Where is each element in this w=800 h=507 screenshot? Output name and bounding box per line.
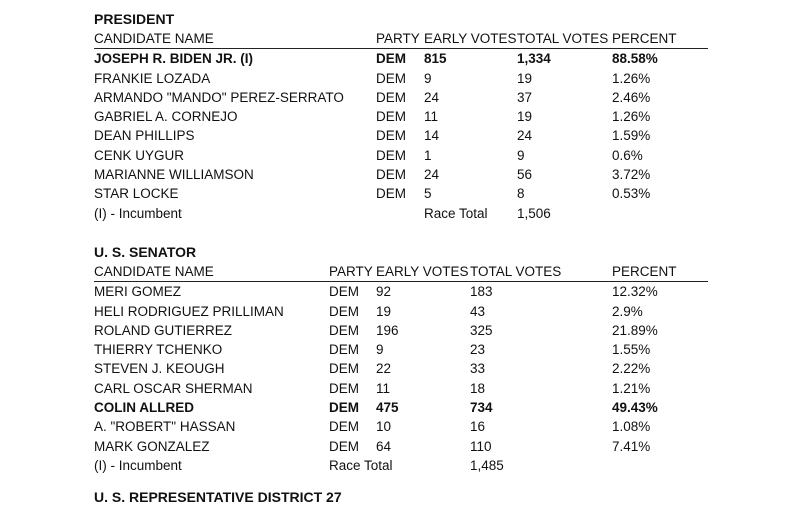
percent: 1.59% bbox=[612, 128, 651, 144]
early-votes: 9 bbox=[376, 342, 384, 358]
early-votes: 815 bbox=[424, 51, 447, 67]
percent: 2.9% bbox=[612, 303, 643, 319]
total-votes: 1,334 bbox=[517, 51, 551, 67]
candidate-name: STEVEN J. KEOUGH bbox=[94, 361, 225, 377]
incumbent-note: (I) - Incumbent bbox=[94, 457, 182, 473]
representative-section bbox=[94, 488, 708, 507]
total-votes: 183 bbox=[470, 284, 493, 300]
early-votes: 475 bbox=[376, 400, 399, 416]
table-row bbox=[94, 340, 708, 359]
table-row bbox=[94, 437, 708, 456]
party: DEM bbox=[376, 89, 406, 105]
candidate-name: MARIANNE WILLIAMSON bbox=[94, 167, 254, 183]
table-header bbox=[94, 29, 708, 49]
candidate-name: ARMANDO "MANDO" PEREZ-SERRATO bbox=[94, 89, 344, 105]
header-percent: PERCENT bbox=[612, 31, 677, 46]
senator-section bbox=[94, 243, 708, 475]
party: DEM bbox=[376, 186, 406, 202]
table-row bbox=[94, 321, 708, 340]
total-votes: 734 bbox=[470, 400, 493, 416]
early-votes: 14 bbox=[424, 128, 440, 144]
table-row bbox=[94, 302, 708, 321]
percent: 0.53% bbox=[612, 186, 651, 202]
race-total-value: 1,485 bbox=[470, 457, 504, 473]
table-row bbox=[94, 379, 708, 398]
early-votes: 24 bbox=[424, 89, 440, 105]
candidate-name: COLIN ALLRED bbox=[94, 400, 194, 416]
percent: 3.72% bbox=[612, 167, 651, 183]
early-votes: 22 bbox=[376, 361, 392, 377]
percent: 1.26% bbox=[612, 70, 651, 86]
percent: 12.32% bbox=[612, 284, 658, 300]
early-votes: 10 bbox=[376, 419, 392, 435]
party: DEM bbox=[376, 109, 406, 125]
party: DEM bbox=[329, 303, 359, 319]
header-candidate-name: CANDIDATE NAME bbox=[94, 264, 214, 279]
percent: 1.21% bbox=[612, 380, 651, 396]
percent: 0.6% bbox=[612, 147, 643, 163]
early-votes: 92 bbox=[376, 284, 392, 300]
early-votes: 196 bbox=[376, 322, 399, 338]
candidate-name: MARK GONZALEZ bbox=[94, 438, 210, 454]
candidate-name: CENK UYGUR bbox=[94, 147, 185, 163]
section-title: U. S. SENATOR bbox=[94, 244, 197, 260]
incumbent-note: (I) - Incumbent bbox=[94, 205, 182, 221]
candidate-name: CARL OSCAR SHERMAN bbox=[94, 380, 253, 396]
header-candidate-name: CANDIDATE NAME bbox=[94, 31, 214, 46]
candidate-name: ROLAND GUTIERREZ bbox=[94, 322, 233, 338]
total-votes: 19 bbox=[517, 70, 533, 86]
header-early-votes: EARLY VOTES bbox=[424, 31, 517, 46]
total-votes: 325 bbox=[470, 322, 493, 338]
candidate-name: HELI RODRIGUEZ PRILLIMAN bbox=[94, 303, 284, 319]
total-votes: 33 bbox=[470, 361, 486, 377]
total-votes: 37 bbox=[517, 89, 533, 105]
percent: 1.08% bbox=[612, 419, 651, 435]
table-row bbox=[94, 417, 708, 436]
table-row bbox=[94, 398, 708, 417]
total-votes: 19 bbox=[517, 109, 533, 125]
early-votes: 19 bbox=[376, 303, 392, 319]
early-votes: 5 bbox=[424, 186, 432, 202]
early-votes: 11 bbox=[376, 380, 391, 396]
candidate-name: DEAN PHILLIPS bbox=[94, 128, 195, 144]
early-votes: 24 bbox=[424, 167, 440, 183]
party: DEM bbox=[329, 322, 359, 338]
party: DEM bbox=[329, 438, 359, 454]
percent: 1.26% bbox=[612, 109, 651, 125]
candidate-name: THIERRY TCHENKO bbox=[94, 342, 223, 358]
percent: 7.41% bbox=[612, 438, 651, 454]
table-row bbox=[94, 146, 708, 165]
table-header bbox=[94, 262, 708, 282]
total-votes: 56 bbox=[517, 167, 533, 183]
party: DEM bbox=[376, 70, 406, 86]
total-votes: 110 bbox=[470, 438, 492, 454]
table-row bbox=[94, 88, 708, 107]
early-votes: 64 bbox=[376, 438, 392, 454]
percent: 2.22% bbox=[612, 361, 651, 377]
section-title: U. S. REPRESENTATIVE DISTRICT 27 bbox=[94, 489, 342, 505]
percent: 21.89% bbox=[612, 322, 658, 338]
party: DEM bbox=[329, 419, 359, 435]
table-row bbox=[94, 184, 708, 203]
candidate-name: JOSEPH R. BIDEN JR. (I) bbox=[94, 51, 254, 67]
candidate-name: MERI GOMEZ bbox=[94, 284, 181, 300]
race-total-label: Race Total bbox=[329, 457, 393, 473]
party: DEM bbox=[329, 380, 359, 396]
percent: 2.46% bbox=[612, 89, 651, 105]
candidate-name: A. "ROBERT" HASSAN bbox=[94, 419, 236, 435]
table-row bbox=[94, 49, 708, 68]
table-row bbox=[94, 282, 708, 301]
total-votes: 24 bbox=[517, 128, 533, 144]
section-title: PRESIDENT bbox=[94, 11, 175, 27]
party: DEM bbox=[329, 361, 359, 377]
total-votes: 9 bbox=[517, 147, 525, 163]
party: DEM bbox=[376, 51, 406, 67]
total-votes: 8 bbox=[517, 186, 525, 202]
early-votes: 9 bbox=[424, 70, 432, 86]
party: DEM bbox=[329, 342, 359, 358]
header-total-votes: TOTAL VOTES bbox=[517, 31, 609, 46]
total-votes: 23 bbox=[470, 342, 486, 358]
table-row bbox=[94, 126, 708, 145]
party: DEM bbox=[376, 167, 406, 183]
percent: 1.55% bbox=[612, 342, 651, 358]
party: DEM bbox=[329, 284, 359, 300]
candidate-name: GABRIEL A. CORNEJO bbox=[94, 109, 238, 125]
early-votes: 11 bbox=[424, 109, 439, 125]
table-row bbox=[94, 359, 708, 378]
header-party: PARTY bbox=[329, 264, 373, 279]
party: DEM bbox=[376, 147, 406, 163]
candidate-name: FRANKIE LOZADA bbox=[94, 70, 211, 86]
candidate-name: STAR LOCKE bbox=[94, 186, 179, 202]
total-votes: 16 bbox=[470, 419, 486, 435]
header-early-votes: EARLY VOTES bbox=[376, 264, 469, 279]
early-votes: 1 bbox=[424, 147, 432, 163]
senator-rows bbox=[94, 282, 708, 456]
header-party: PARTY bbox=[376, 31, 420, 46]
party: DEM bbox=[329, 400, 359, 416]
party: DEM bbox=[376, 128, 406, 144]
table-row bbox=[94, 107, 708, 126]
table-row bbox=[94, 69, 708, 88]
total-votes: 43 bbox=[470, 303, 486, 319]
race-total-value: 1,506 bbox=[517, 205, 551, 221]
president-rows bbox=[94, 49, 708, 203]
percent: 88.58% bbox=[612, 51, 658, 67]
percent: 49.43% bbox=[612, 400, 658, 416]
header-percent: PERCENT bbox=[612, 264, 677, 279]
table-footer bbox=[94, 456, 708, 475]
header-total-votes: TOTAL VOTES bbox=[470, 264, 562, 279]
total-votes: 18 bbox=[470, 380, 486, 396]
race-total-label: Race Total bbox=[424, 205, 488, 221]
president-section bbox=[94, 10, 708, 223]
table-footer bbox=[94, 204, 708, 223]
table-row bbox=[94, 165, 708, 184]
